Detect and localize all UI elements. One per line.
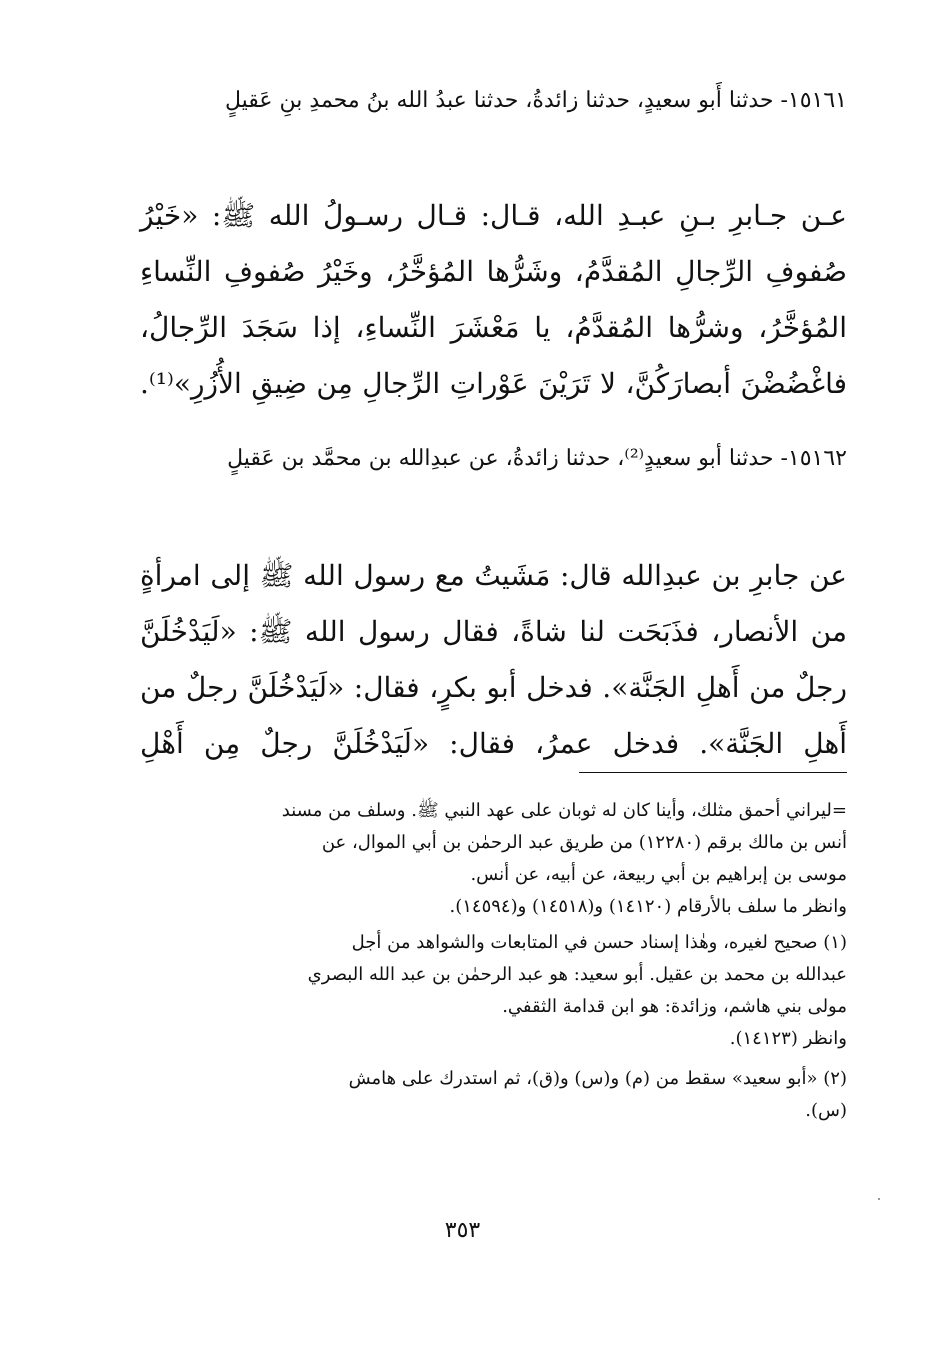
footnote-line: (٢) «أبو سعيد» سقط من (م) و(س) و(ق)، ثم استدرك على هامش — [348, 1068, 847, 1089]
footnote-line: (١) صحيح لغيره، وهٰذا إسناد حسن في المتابعات والشواهد من أجل — [351, 932, 847, 953]
footnote-separator — [579, 772, 847, 773]
footnote-line: أنس بن مالك برقم (١٢٢٨٠) من طريق عبد الرحمٰن بن أبي الموال، عن — [321, 832, 847, 853]
footnote-2 — [140, 1063, 847, 1127]
footnote-line: =ليراني أحمق مثلك، وأينا كان له ثوبان على عهد النبي ﷺ. وسلف من مسند — [281, 800, 847, 821]
hadith-15162-text: عن جابرِ بن عبدِالله قال: مَشَيتُ مع رسول الله ﷺ إلى امرأةٍ من الأنصار، فذَبَحَت لنا شاةً، فقال رسول الله ﷺ: «لَيَدْخُلَنَّ رجلٌ من أَهلِ الجَنَّة». فدخل أبو بكرٍ، فقال: «لَيَدْخُلَنَّ رجلٌ من أَهلِ الجَنَّة». فدخل عمرُ، فقال: «لَيَدْخُلَنَّ رجلٌ مِن أَهْلِ — [140, 559, 847, 760]
footnote-line: وانظر (١٤١٢٣). — [729, 1028, 847, 1049]
hadith-15162-chain: ١٥١٦٢- حدثنا أبو سعيدٍ⁽²⁾، حدثنا زائدةُ، عن عبدِالله بن محمَّد بن عَقيلٍ — [227, 446, 847, 471]
footnote-line: موسى بن إبراهيم بن أبي ربيعة، عن أبيه، عن أنس. — [470, 864, 847, 885]
footnote-1 — [140, 927, 847, 1055]
footnote-line: عبدالله بن محمد بن عقيل. أبو سعيد: هو عبد الرحمٰن بن عبد الله البصري — [307, 964, 847, 985]
footnote-line: مولى بني هاشم، وزائدة: هو ابن قدامة الثقفي. — [502, 996, 847, 1017]
footnote-line: (س). — [805, 1100, 847, 1121]
footnote-continuation — [140, 795, 847, 923]
page-number: ٣٥٣ — [444, 1218, 481, 1243]
footnotes — [140, 795, 847, 1135]
footnote-line: وانظر ما سلف بالأرقام (١٤١٢٠) و(١٤٥١٨) و(١٤٥٩٤). — [449, 896, 847, 917]
hadith-15161-text: عـن جـابرِ بـنِ عبـدِ الله، قـال: قـال رسـولُ الله ﷺ: «خَيْرُ صُفوفِ الرِّجالِ المُقدَّمُ، وشَرُّها المُؤخَّرُ، وخَيْرُ صُفوفِ النِّساءِ المُؤخَّرُ، وشرُّها المُقدَّمُ، يا مَعْشَرَ النِّساءِ، إذا سَجَدَ الرِّجالُ، فاغْضُضْنَ أبصارَكُنَّ، لا تَرَيْنَ عَوْراتِ الرِّجالِ مِن ضِيقِ الأُزُرِ»⁽¹⁾. — [140, 199, 847, 400]
hadith-15161-chain: ١٥١٦١- حدثنا أَبو سعيدٍ، حدثنا زائدةُ، حدثنا عبدُ الله بنُ محمدِ بنِ عَقيلٍ — [224, 88, 847, 113]
scan-speck — [878, 1198, 880, 1200]
